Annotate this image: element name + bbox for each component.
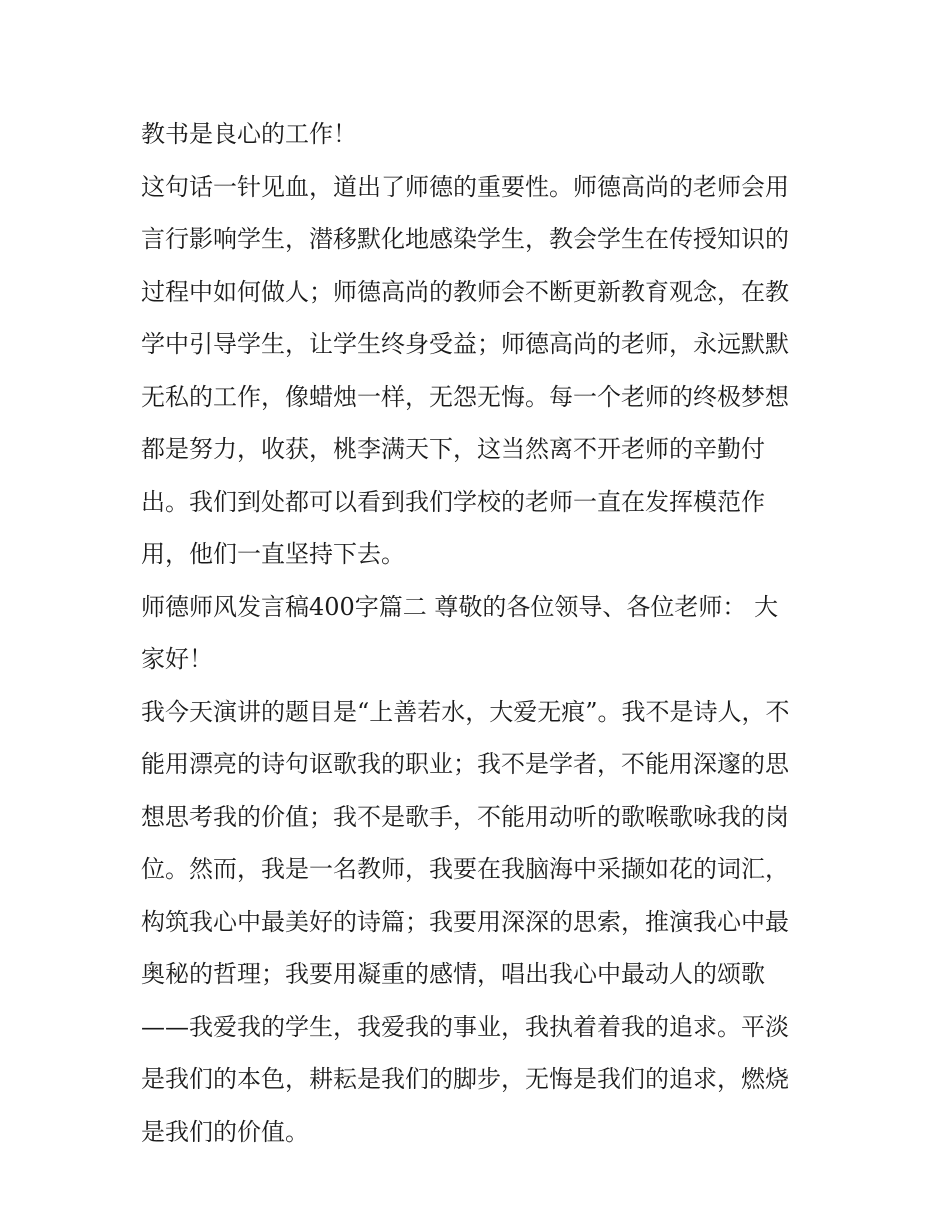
text-line: 这句话一针见血，道出了师德的重要性。师德高尚的老师会用 bbox=[141, 172, 789, 201]
text-line: ——我爱我的学生，我爱我的事业，我执着着我的追求。平淡 bbox=[141, 1012, 789, 1041]
text-line: 是我们的价值。 bbox=[141, 1117, 309, 1146]
text-line: 奥秘的哲理；我要用凝重的感情，唱出我心中最动人的颂歌 bbox=[141, 960, 765, 988]
document-body bbox=[141, 108, 821, 1158]
text-line: 家好！ bbox=[141, 645, 213, 673]
text-line: 教书是良心的工作！ bbox=[141, 120, 357, 148]
text-line: 位。然而，我是一名教师，我要在我脑海中采撷如花的词汇， bbox=[141, 855, 789, 883]
text-line: 能用漂亮的诗句讴歌我的职业；我不是学者，不能用深邃的思 bbox=[141, 750, 789, 778]
text-line: 我今天演讲的题目是“上善若水，大爱无痕”。我不是诗人，不 bbox=[141, 697, 790, 726]
section-heading-line: 师德师风发言稿400字篇二 尊敬的各位领导、各位老师： 大 bbox=[141, 592, 779, 621]
text-line: 出。我们到处都可以看到我们学校的老师一直在发挥模范作 bbox=[141, 487, 765, 516]
text-line: 想思考我的价值；我不是歌手，不能用动听的歌喉歌咏我的岗 bbox=[141, 802, 789, 831]
text-line: 无私的工作，像蜡烛一样，无怨无悔。每一个老师的终极梦想 bbox=[141, 382, 789, 411]
text-line: 都是努力，收获，桃李满天下，这当然离不开老师的辛勤付 bbox=[141, 435, 765, 463]
text-line: 言行影响学生，潜移默化地感染学生，教会学生在传授知识的 bbox=[141, 225, 789, 253]
text-line: 构筑我心中最美好的诗篇；我要用深深的思索，推演我心中最 bbox=[141, 907, 789, 936]
text-line: 是我们的本色，耕耘是我们的脚步，无悔是我们的追求，燃烧 bbox=[141, 1065, 789, 1093]
text-line: 学中引导学生，让学生终身受益；师德高尚的老师，永远默默 bbox=[141, 330, 789, 358]
text-line: 过程中如何做人；师德高尚的教师会不断更新教育观念，在教 bbox=[141, 277, 789, 306]
text-line: 用，他们一直坚持下去。 bbox=[141, 540, 405, 568]
